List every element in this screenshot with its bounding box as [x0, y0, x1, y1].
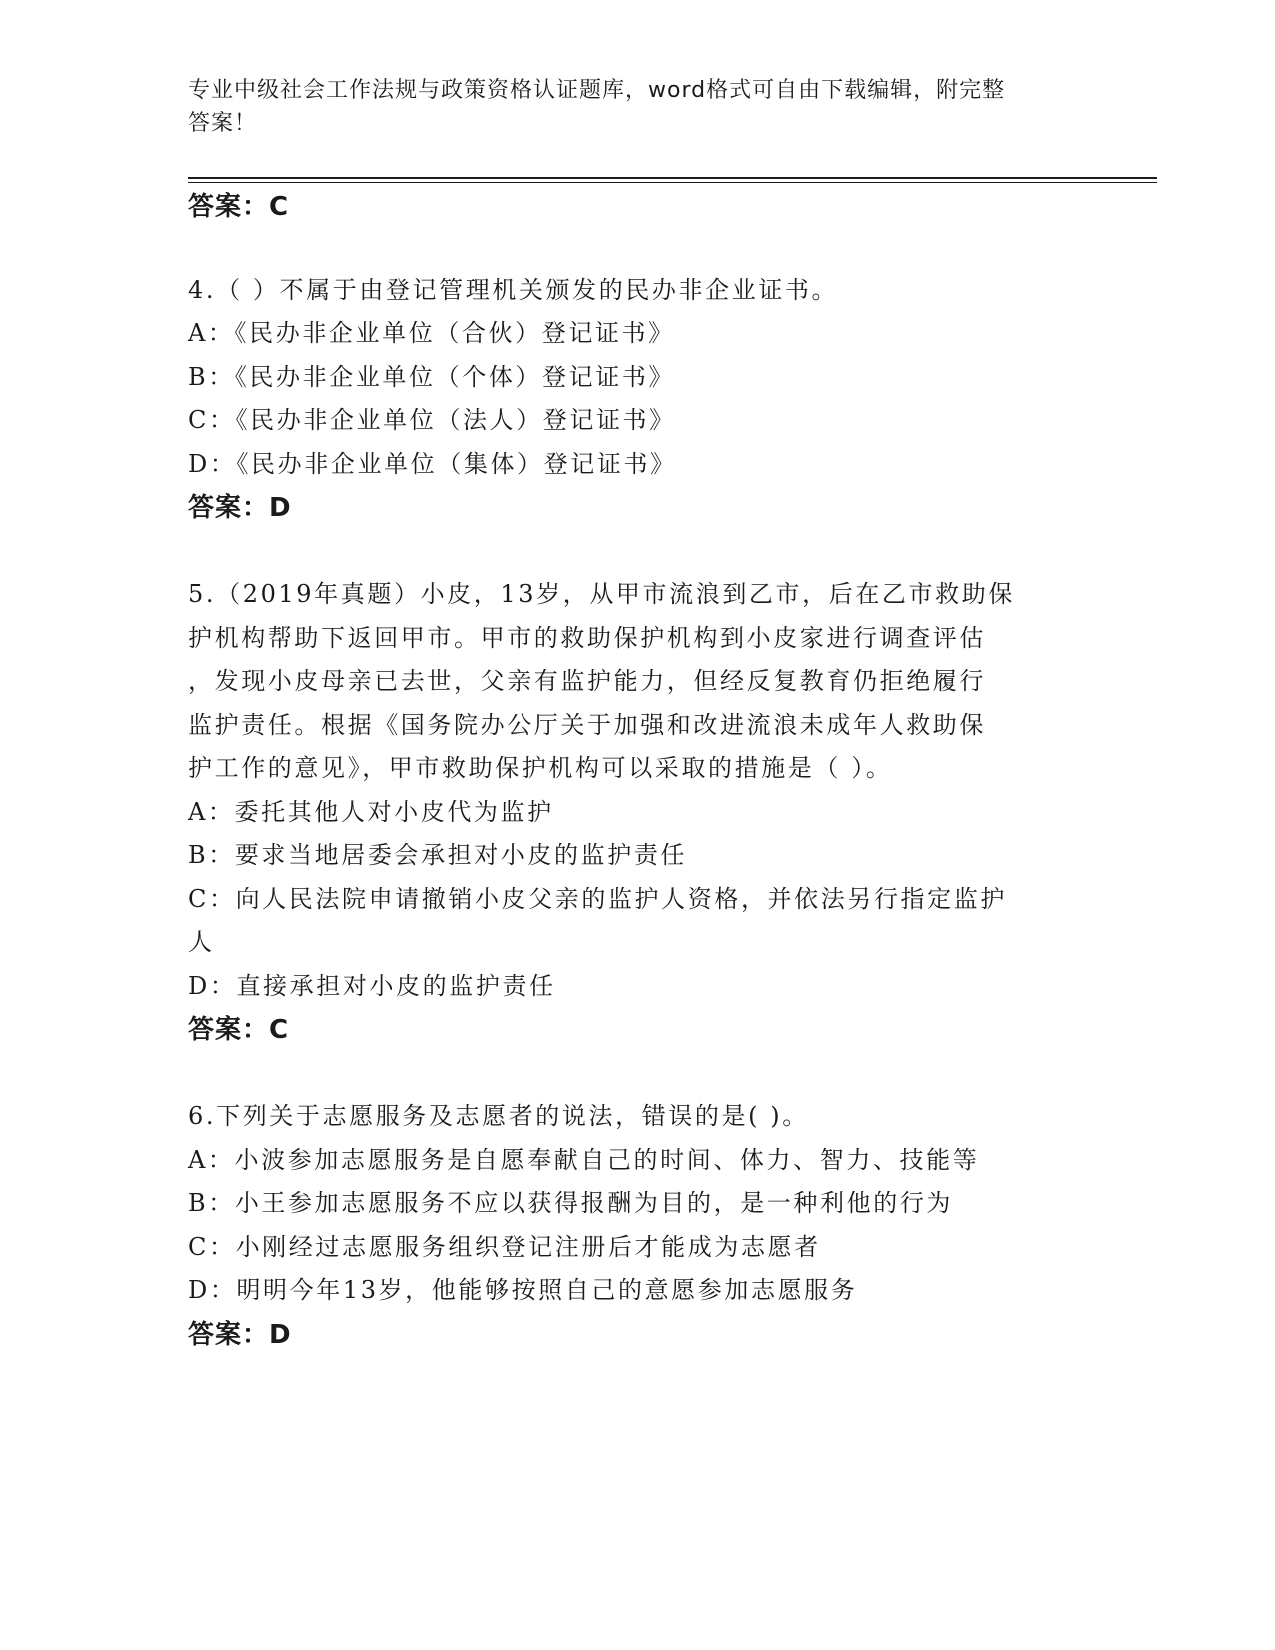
- question-6-option-c: C：小刚经过志愿服务组织登记注册后才能成为志愿者: [188, 1233, 821, 1261]
- answer-q5: 答案：C: [188, 1015, 290, 1045]
- question-5-option-b: B：要求当地居委会承担对小皮的监护责任: [188, 841, 688, 869]
- question-5-line-4: 监护责任。根据《国务院办公厅关于加强和改进流浪未成年人救助保: [188, 711, 986, 739]
- question-4-option-c: C：《民办非企业单位（法人）登记证书》: [188, 406, 676, 434]
- question-6-text: 6.下列关于志愿服务及志愿者的说法，错误的是( )。: [188, 1102, 809, 1130]
- answer-q4: 答案：D: [188, 493, 292, 523]
- document-header: [188, 74, 1088, 140]
- question-5-line-1: 5.（2019年真题）小皮，13岁，从甲市流浪到乙市，后在乙市救助保: [188, 580, 1015, 608]
- question-6-option-a: A：小波参加志愿服务是自愿奉献自己的时间、体力、智力、技能等: [188, 1146, 980, 1174]
- question-5-line-5: 护工作的意见》，甲市救助保护机构可以采取的措施是（ ）。: [188, 754, 893, 782]
- question-6-option-d: D：明明今年13岁，他能够按照自己的意愿参加志愿服务: [188, 1276, 858, 1304]
- header-divider-thin: [188, 182, 1157, 183]
- header-line-1: 专业中级社会工作法规与政策资格认证题库，word格式可自由下载编辑，附完整: [188, 78, 1006, 103]
- header-line-2: 答案！: [188, 111, 258, 136]
- question-5-option-c-line-1: C：向人民法院申请撤销小皮父亲的监护人资格，并依法另行指定监护: [188, 885, 1007, 913]
- question-4-text: 4.（ ）不属于由登记管理机关颁发的民办非企业证书。: [188, 276, 839, 304]
- answer-q6: 答案：D: [188, 1320, 292, 1350]
- question-5-line-2: 护机构帮助下返回甲市。甲市的救助保护机构到小皮家进行调查评估: [188, 624, 986, 652]
- question-4-option-b: B：《民办非企业单位（个体）登记证书》: [188, 363, 676, 391]
- question-5-option-c-line-2: 人: [188, 928, 215, 956]
- answer-q3: 答案：C: [188, 192, 290, 222]
- header-divider-thick: [188, 177, 1157, 179]
- question-5-option-a: A：委托其他人对小皮代为监护: [188, 798, 554, 826]
- question-6-option-b: B：小王参加志愿服务不应以获得报酬为目的，是一种利他的行为: [188, 1189, 954, 1217]
- question-4-option-d: D：《民办非企业单位（集体）登记证书》: [188, 450, 677, 478]
- question-5-option-d: D：直接承担对小皮的监护责任: [188, 972, 556, 1000]
- question-5-line-3: ，发现小皮母亲已去世，父亲有监护能力，但经反复教育仍拒绝履行: [188, 667, 986, 695]
- question-4-option-a: A：《民办非企业单位（合伙）登记证书》: [188, 319, 675, 347]
